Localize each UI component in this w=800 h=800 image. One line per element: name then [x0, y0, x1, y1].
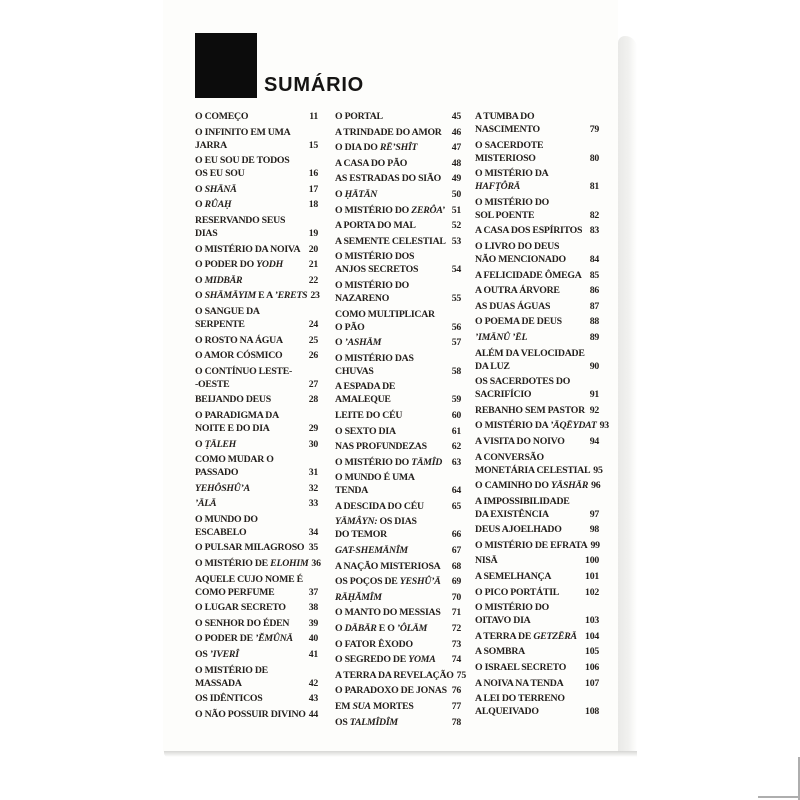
toc-entry-title: A FELICIDADE ÔMEGA	[475, 269, 582, 281]
toc-entry-page-number: 105	[585, 646, 599, 658]
toc-entry-page-number: 65	[451, 500, 461, 512]
toc-entry-page-number: 19	[308, 227, 318, 239]
toc-entry	[335, 684, 461, 697]
toc-entry	[335, 425, 461, 438]
toc-entry-title: O MISTÉRIO DA NOIVA	[195, 243, 301, 255]
toc-entry	[335, 544, 461, 557]
toc-entry	[335, 456, 461, 469]
toc-entry-page-number: 61	[451, 425, 461, 437]
toc-entry-title: O MISTÉRIO DE ELOHIM	[195, 558, 309, 570]
toc-entry-page-number: 84	[589, 253, 599, 265]
toc-entry-title: A TRINDADE DO AMOR	[335, 126, 442, 138]
toc-entry	[195, 692, 318, 705]
toc-entry-title: A PORTA DO MAL	[335, 220, 416, 232]
toc-entry-title: O ḤĀTĀN	[335, 188, 378, 200]
toc-entry	[335, 126, 461, 139]
toc-entry	[195, 453, 318, 479]
toc-entry-page-number: 36	[311, 558, 321, 570]
toc-entry	[195, 289, 318, 302]
toc-entry	[335, 606, 461, 619]
toc-entry	[195, 243, 318, 256]
toc-entry-page-number: 70	[451, 591, 461, 603]
toc-entry-page-number: 98	[589, 524, 599, 536]
toc-entry	[195, 126, 318, 152]
toc-entry-page-number: 25	[308, 334, 318, 346]
toc-entry	[335, 279, 461, 305]
toc-entry	[475, 110, 599, 136]
toc-entry-page-number: 87	[589, 300, 599, 312]
toc-entry-page-number: 101	[585, 571, 599, 583]
toc-entry-title: AS DUAS ÁGUAS	[475, 300, 551, 312]
toc-entry-title: O PORTAL	[335, 111, 383, 122]
toc-entry-title: A VISITA DO NOIVO	[475, 435, 565, 447]
toc-entry	[475, 677, 599, 690]
toc-entry-page-number: 88	[589, 316, 599, 328]
toc-entry-page-number: 95	[593, 464, 603, 476]
toc-entry	[475, 419, 609, 432]
toc-entry-page-number: 47	[451, 142, 461, 154]
toc-entry	[335, 172, 461, 185]
toc-entry-page-number: 17	[308, 183, 318, 195]
toc-entry	[475, 451, 603, 477]
toc-entry	[335, 560, 461, 573]
toc-entry-title: ALÉM DA VELOCIDADE DA LUZ	[475, 347, 585, 372]
toc-entry-title: O LUGAR SECRETO	[195, 602, 286, 614]
toc-entry	[475, 139, 599, 165]
toc-entry-title: AS ESTRADAS DO SIÃO	[335, 173, 442, 185]
toc-entry-title: EM SUA MORTES	[335, 701, 414, 712]
toc-entry-page-number: 63	[451, 456, 461, 468]
toc-entry	[195, 214, 318, 240]
toc-entry-title: A ESPADA DE AMALEQUE	[335, 381, 396, 406]
toc-entry-title: A TERRA DA REVELAÇÃO	[335, 669, 454, 681]
toc-entry	[335, 591, 461, 604]
toc-entry	[195, 664, 318, 690]
toc-entry	[195, 482, 318, 495]
toc-entry	[475, 269, 599, 282]
toc-entry	[475, 601, 599, 627]
toc-entry	[475, 315, 599, 328]
toc-entry-page-number: 16	[308, 168, 318, 180]
toc-entry	[475, 554, 599, 567]
toc-entry	[475, 375, 599, 401]
toc-entry	[195, 334, 318, 347]
toc-entry-page-number: 45	[451, 111, 461, 122]
toc-entry	[335, 700, 461, 713]
toc-entry-page-number: 85	[589, 269, 599, 281]
toc-entry-page-number: 86	[589, 285, 599, 297]
toc-entry-page-number: 33	[308, 498, 318, 510]
toc-entry-page-number: 20	[308, 243, 318, 255]
toc-entry	[475, 495, 599, 521]
toc-entry-page-number: 53	[451, 235, 461, 247]
toc-entry-title: O SEGREDO DE YOMA	[335, 654, 436, 666]
toc-entry-title: O DIA DO RĒ’SHÎT	[335, 142, 418, 154]
toc-entry-page-number: 57	[451, 337, 461, 349]
toc-entry-title: O SEXTO DIA	[335, 425, 396, 437]
toc-entry-page-number: 93	[599, 420, 609, 432]
toc-entry	[335, 157, 461, 170]
toc-entry	[195, 573, 318, 599]
toc-entry-title: O EU SOU DE TODOS OS EU SOU	[195, 155, 290, 180]
toc-entry	[335, 575, 461, 588]
toc-entry-title: COMO MULTIPLICAR O PÃO	[335, 308, 435, 333]
toc-entry-page-number: 89	[589, 331, 599, 343]
toc-entry-page-number: 27	[308, 378, 318, 390]
page-title: SUMÁRIO	[264, 74, 365, 96]
toc-entry	[335, 500, 461, 513]
toc-entry	[195, 438, 318, 451]
toc-entry-title: O MISTÉRIO DO NAZARENO	[335, 279, 410, 304]
toc-entry-page-number: 49	[451, 173, 461, 185]
toc-entry-title: O ’ASHĀM	[335, 337, 382, 349]
toc-entry	[195, 513, 318, 539]
toc-entry-page-number: 21	[308, 259, 318, 271]
toc-entry-page-number: 92	[589, 404, 599, 416]
toc-entry-title: O PARADOXO DE JONAS	[335, 685, 447, 697]
toc-entry-title: O NÃO POSSUIR DIVINO	[195, 708, 306, 720]
toc-entry	[195, 557, 321, 570]
toc-entry-title: LEITE DO CÉU	[335, 409, 403, 421]
toc-entry-page-number: 18	[308, 199, 318, 211]
toc-entry-title: RESERVANDO SEUS DIAS	[195, 214, 286, 239]
toc-entry-title: BEIJANDO DEUS	[195, 394, 271, 406]
toc-entry-title: A SEMENTE CELESTIAL	[335, 235, 446, 247]
toc-entry-page-number: 44	[308, 708, 318, 720]
toc-entry	[195, 198, 318, 211]
toc-entry-page-number: 24	[308, 318, 318, 330]
toc-entry-title: O MISTÉRIO DAS CHUVAS	[335, 352, 414, 377]
toc-entry-page-number: 54	[451, 264, 461, 276]
toc-entry-title: DEUS AJOELHADO	[475, 524, 562, 536]
toc-entry-page-number: 43	[308, 693, 318, 705]
toc-entry-page-number: 41	[308, 649, 318, 661]
toc-entry	[195, 183, 318, 196]
toc-entry-page-number: 30	[308, 438, 318, 450]
toc-entry-page-number: 107	[585, 677, 599, 689]
toc-entry-page-number: 99	[590, 539, 600, 551]
toc-entry-title: ’IMĀNÛ ’ĒL	[475, 331, 528, 343]
toc-entry-title: O MISTÉRIO DO ZERÔA’	[335, 204, 445, 216]
toc-entry-title: O FATOR ÊXODO	[335, 638, 413, 650]
toc-entry-title: O PODER DO YODH	[195, 259, 283, 271]
toc-entry-page-number: 104	[585, 630, 599, 642]
toc-entry-page-number: 90	[589, 360, 599, 372]
toc-entry	[335, 653, 461, 666]
toc-entry-title: O SHĀNĀ	[195, 183, 237, 195]
toc-entry	[475, 661, 599, 674]
toc-entry-page-number: 97	[589, 508, 599, 520]
toc-entry-page-number: 60	[451, 409, 461, 421]
toc-entry-page-number: 35	[308, 542, 318, 554]
toc-entry-title: OS TALMÎDÎM	[335, 716, 398, 728]
toc-entry-title: O AMOR CÓSMICO	[195, 350, 283, 362]
toc-entry-page-number: 26	[308, 350, 318, 362]
toc-entry-title: O MISTÉRIO DO OITAVO DIA	[475, 602, 550, 627]
toc-entry-page-number: 32	[308, 482, 318, 494]
page-edge-shadow-bottom	[164, 751, 637, 757]
crop-artifact-line-horizontal	[758, 796, 800, 798]
toc-entry-title: O POEMA DE DEUS	[475, 316, 562, 328]
toc-entry	[335, 409, 461, 422]
toc-entry-page-number: 62	[451, 441, 461, 453]
toc-entry-title: O CAMINHO DO YĀSHĀR	[475, 480, 589, 492]
toc-entry-title: O INFINITO EM UMA JARRA	[195, 126, 291, 151]
toc-entry-title: A LEI DO TERRENO ALQUEIVADO	[475, 693, 565, 718]
toc-entry-title: O MUNDO É UMA TENDA	[335, 472, 415, 497]
toc-entry-page-number: 67	[451, 545, 461, 557]
toc-entry-title: O MISTÉRIO DA HAFṬÔRĀ	[475, 168, 549, 193]
toc-entry	[335, 716, 461, 729]
toc-entry-page-number: 46	[451, 126, 461, 138]
toc-entry	[195, 409, 318, 435]
toc-entry-title: O SENHOR DO ÉDEN	[195, 617, 290, 629]
toc-entry-title: O PODER DE ’ĔMÛNĀ	[195, 633, 293, 645]
toc-entry-page-number: 42	[308, 677, 318, 689]
toc-entry	[475, 523, 599, 536]
toc-entry-page-number: 37	[308, 586, 318, 598]
toc-entry-title: O MISTÉRIO DO SOL POENTE	[475, 196, 550, 221]
toc-entry-page-number: 39	[308, 617, 318, 629]
toc-entry-title: COMO MUDAR O PASSADO	[195, 454, 274, 479]
toc-entry	[475, 284, 599, 297]
toc-entry-title: O ṬĀLEH	[195, 438, 236, 450]
toc-entry-page-number: 50	[451, 188, 461, 200]
toc-entry-title: A SEMELHANÇA	[475, 571, 552, 583]
toc-entry-page-number: 29	[308, 422, 318, 434]
toc-entry-title: RĀḤĂMÎM	[335, 591, 382, 603]
toc-entry-page-number: 81	[589, 181, 599, 193]
toc-entry	[335, 204, 461, 217]
toc-entry-title: O ROSTO NA ÁGUA	[195, 334, 283, 346]
toc-entry-title: O MUNDO DO ESCABELO	[195, 513, 258, 538]
toc-entry-title: A OUTRA ÁRVORE	[475, 285, 560, 297]
toc-entry	[475, 586, 599, 599]
toc-entry-page-number: 11	[309, 111, 318, 122]
toc-entry	[335, 352, 461, 378]
toc-entry	[475, 479, 599, 492]
toc-entry	[195, 708, 318, 721]
toc-entry-page-number: 94	[589, 435, 599, 447]
toc-entry	[475, 539, 599, 552]
toc-entry-title: A IMPOSSIBILIDADE DA EXISTÊNCIA	[475, 495, 570, 520]
toc-entry-title: NISĀ	[475, 555, 498, 567]
toc-entry-title: O ISRAEL SECRETO	[475, 662, 567, 674]
toc-entry-page-number: 15	[308, 139, 318, 151]
toc-entry-page-number: 55	[451, 292, 461, 304]
toc-entry-title: A SOMBRA	[475, 646, 525, 658]
toc-entry-page-number: 76	[451, 685, 461, 697]
toc-entry-title: O CONTÍNUO LESTE- -OESTE	[195, 365, 293, 390]
toc-entry	[475, 570, 599, 583]
toc-entry-page-number: 71	[451, 607, 461, 619]
toc-entry-title: A CONVERSÃO MONETÁRIA CELESTIAL	[475, 451, 591, 476]
toc-entry	[335, 250, 461, 276]
toc-entry	[195, 154, 318, 180]
toc-entry	[195, 648, 318, 661]
toc-entry-page-number: 23	[310, 290, 320, 302]
toc-entry	[475, 224, 599, 237]
toc-column-1	[195, 110, 321, 723]
toc-entry	[335, 638, 461, 651]
page-edge-shadow-right	[618, 36, 637, 752]
toc-entry-page-number: 73	[451, 638, 461, 650]
toc-entry-title: O DĀBĀR E O ’ÔLĀM	[335, 623, 428, 635]
toc-entry-page-number: 72	[451, 623, 461, 635]
toc-entry-title: O MISTÉRIO DE EFRATA	[475, 539, 588, 551]
toc-entry-title: O PICO PORTÁTIL	[475, 586, 560, 598]
toc-entry-title: GAT-SHEMĀNÎM	[335, 545, 408, 557]
toc-entry-page-number: 52	[451, 220, 461, 232]
toc-entry-title: OS IDÊNTICOS	[195, 693, 263, 705]
toc-entry-page-number: 108	[585, 706, 599, 718]
toc-entry	[475, 692, 599, 718]
toc-entry-page-number: 74	[451, 654, 461, 666]
toc-entry-title: OS SACERDOTES DO SACRIFÍCIO	[475, 376, 571, 401]
toc-entry-title: YEHÔSHÛ’A	[195, 482, 250, 494]
toc-entry-page-number: 78	[451, 716, 461, 728]
toc-entry-page-number: 68	[451, 560, 461, 572]
toc-entry	[475, 167, 599, 193]
publisher-logo-square-icon	[195, 33, 257, 98]
toc-entry	[335, 515, 461, 541]
toc-entry-title: A TERRA DE GETZĒRĀ	[475, 630, 577, 642]
toc-entry-title: YĀMÂYN: OS DIAS DO TEMOR	[335, 516, 417, 541]
toc-entry	[335, 219, 461, 232]
toc-entry-title: O MISTÉRIO DOS ANJOS SECRETOS	[335, 251, 419, 276]
toc-entry-title: O MISTÉRIO DE MASSADA	[195, 664, 268, 689]
toc-column-3	[475, 110, 609, 721]
toc-entry	[195, 541, 318, 554]
toc-entry	[475, 300, 599, 313]
toc-entry	[195, 110, 318, 123]
toc-entry-title: O PARADIGMA DA NOITE E DO DIA	[195, 409, 279, 434]
toc-entry-title: A NAÇÃO MISTERIOSA	[335, 560, 441, 572]
toc-entry-title: O SANGUE DA SERPENTE	[195, 305, 260, 330]
toc-entry-page-number: 69	[451, 576, 461, 588]
toc-entry-page-number: 100	[585, 555, 599, 567]
toc-entry	[195, 349, 318, 362]
toc-entry	[335, 235, 461, 248]
toc-entry	[335, 669, 466, 682]
toc-entry-page-number: 82	[589, 209, 599, 221]
toc-entry-page-number: 22	[308, 274, 318, 286]
toc-entry-page-number: 51	[451, 204, 461, 216]
toc-entry	[475, 240, 599, 266]
toc-entry	[335, 440, 461, 453]
toc-entry-title: ’ĀLĀ	[195, 498, 217, 510]
toc-entry	[195, 601, 318, 614]
toc-entry-page-number: 75	[456, 669, 466, 681]
toc-entry-title: O COMEÇO	[195, 111, 249, 122]
toc-entry-page-number: 96	[591, 480, 601, 492]
toc-entry	[335, 380, 461, 406]
toc-entry-page-number: 28	[308, 394, 318, 406]
toc-entry-page-number: 79	[589, 124, 599, 135]
toc-entry	[335, 141, 461, 154]
toc-entry	[335, 188, 461, 201]
toc-entry-page-number: 103	[585, 615, 599, 627]
toc-entry-page-number: 66	[451, 529, 461, 541]
toc-entry-page-number: 40	[308, 633, 318, 645]
toc-entry-title: OS POÇOS DE YESHÛ’Ā	[335, 576, 441, 588]
toc-entry-page-number: 77	[451, 701, 461, 712]
toc-entry	[335, 336, 461, 349]
toc-entry-title: O RÛAḤ	[195, 199, 232, 211]
toc-entry	[195, 617, 318, 630]
toc-entry-title: O LIVRO DO DEUS NÃO MENCIONADO	[475, 240, 566, 265]
toc-entry	[195, 305, 318, 331]
toc-entry-title: AQUELE CUJO NOME É COMO PERFUME	[195, 573, 303, 598]
toc-entry-page-number: 102	[585, 586, 599, 598]
toc-entry	[195, 274, 318, 287]
toc-entry-title: A CASA DO PÃO	[335, 157, 408, 169]
toc-entry-title: A NOIVA NA TENDA	[475, 677, 564, 689]
toc-entry-page-number: 38	[308, 602, 318, 614]
toc-entry	[475, 645, 599, 658]
toc-entry-page-number: 91	[589, 389, 599, 401]
toc-entry	[335, 622, 461, 635]
toc-entry-title: O SHĀMĀYIM E A ’ERETS	[195, 290, 308, 302]
toc-entry	[475, 331, 599, 344]
toc-entry	[195, 258, 318, 271]
toc-entry-page-number: 106	[585, 662, 599, 674]
toc-entry-title: A CASA DOS ESPÍRITOS	[475, 225, 583, 237]
toc-entry	[335, 471, 461, 497]
toc-entry-title: O MISTÉRIO DA ’ĀQĒYDAT	[475, 420, 597, 432]
toc-entry-title: O PULSAR MILAGROSO	[195, 542, 305, 554]
toc-entry-page-number: 58	[451, 365, 461, 377]
toc-entry-title: A DESCIDA DO CÉU	[335, 500, 424, 512]
toc-entry-page-number: 31	[308, 467, 318, 479]
toc-entry-title: OS ’IVERÎ	[195, 649, 239, 661]
toc-entry	[475, 404, 599, 417]
toc-entry-page-number: 34	[308, 526, 318, 538]
toc-entry	[475, 435, 599, 448]
toc-entry	[475, 196, 599, 222]
toc-entry	[475, 347, 599, 373]
toc-entry-title: A TUMBA DO NASCIMENTO	[475, 111, 540, 135]
toc-entry-title: O SACERDOTE MISTERIOSO	[475, 139, 544, 164]
toc-entry-page-number: 83	[589, 225, 599, 237]
toc-entry-page-number: 56	[451, 321, 461, 333]
toc-entry	[335, 308, 461, 334]
toc-entry	[195, 497, 318, 510]
toc-entry	[475, 630, 599, 643]
toc-entry	[335, 110, 461, 123]
toc-entry-title: O MISTÉRIO DO TĀMÎD	[335, 456, 443, 468]
toc-entry-page-number: 48	[451, 157, 461, 169]
toc-entry-title: O MANTO DO MESSIAS	[335, 607, 441, 619]
toc-column-2	[335, 110, 466, 731]
toc-entry	[195, 393, 318, 406]
toc-entry-page-number: 80	[589, 152, 599, 164]
toc-entry	[195, 632, 318, 645]
toc-entry	[195, 365, 318, 391]
toc-entry-page-number: 64	[451, 485, 461, 497]
toc-entry-title: REBANHO SEM PASTOR	[475, 404, 585, 416]
toc-entry-title: NAS PROFUNDEZAS	[335, 441, 427, 453]
toc-entry-title: O MIDBĀR	[195, 274, 243, 286]
toc-entry-page-number: 59	[451, 394, 461, 406]
